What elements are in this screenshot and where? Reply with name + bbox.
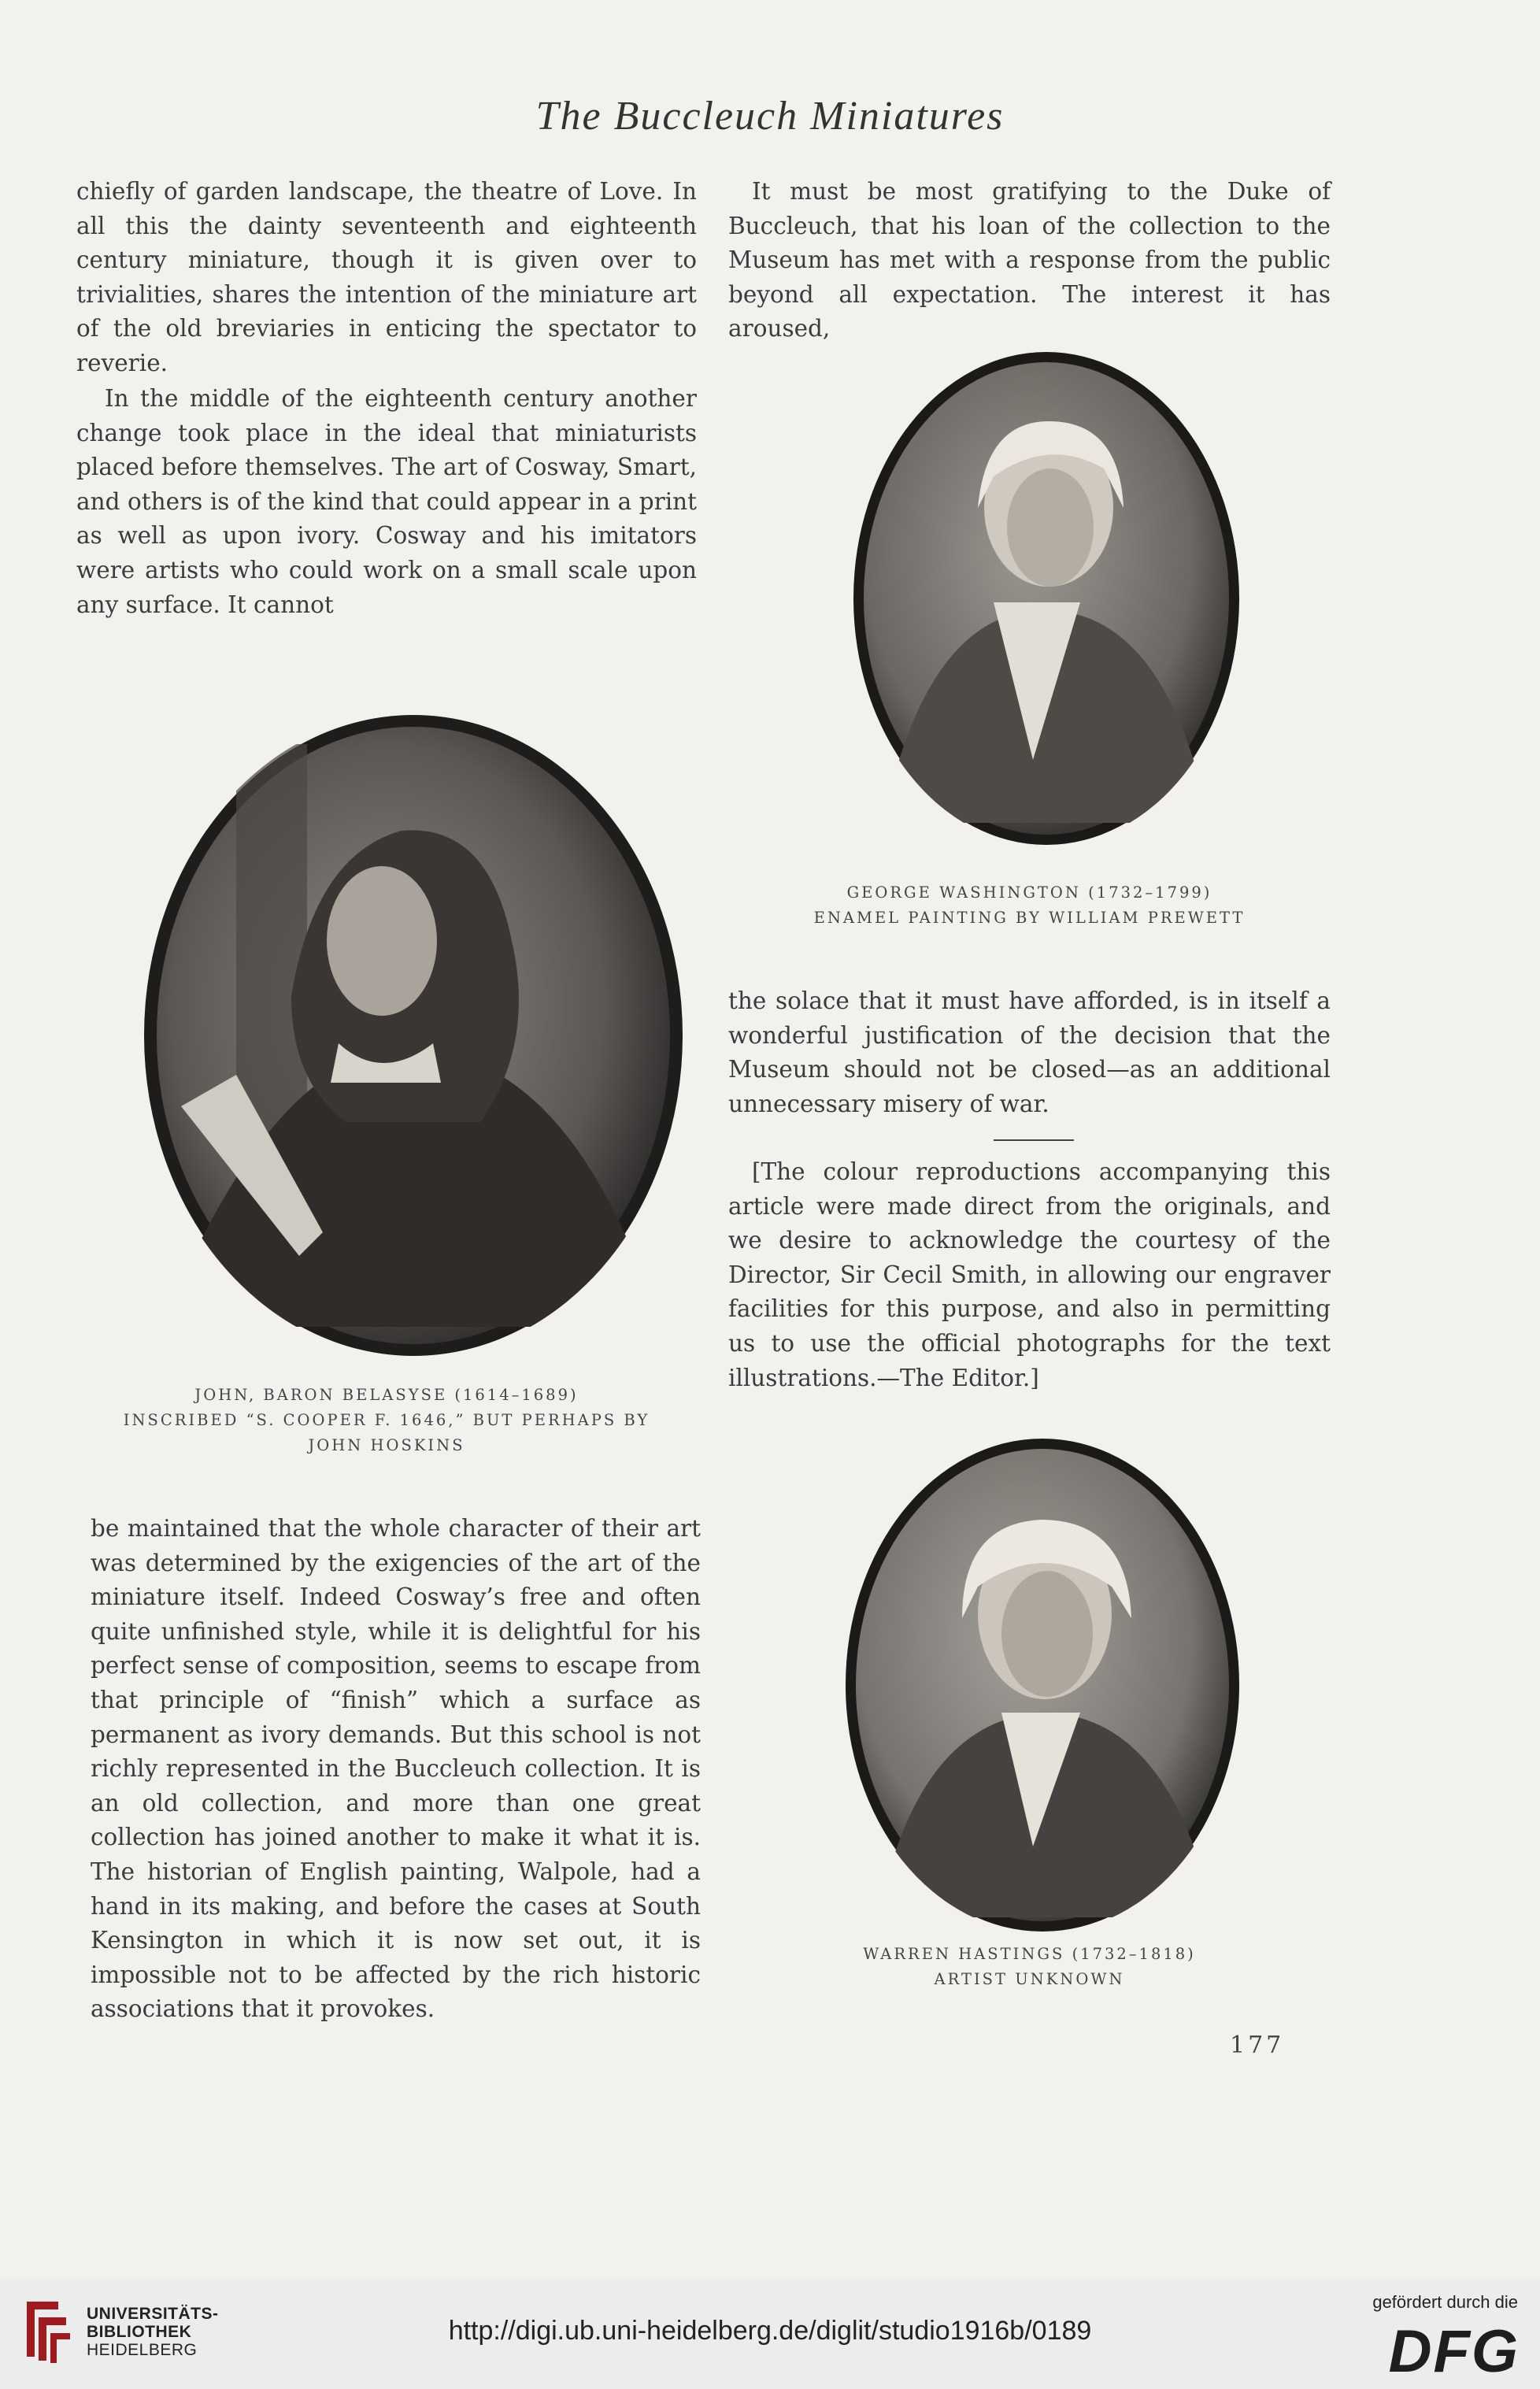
caption-belasyse	[76, 1383, 697, 1458]
running-head: The Buccleuch Miniatures	[535, 94, 1005, 139]
left-paragraph-3: be maintained that the whole character of their art was determined by the exigencies of the art of the miniature itself. Indeed Cosway’s free and often quite unfinished style, while it is delightful for his perfect sense of composition, seems to escape from that principle of “finish” which a surface as permanent as ivory demands. But this school is not richly represented in the Buccleuch collection. It is an old collection, and more than one great collection has joined another to make it what it is. The historian of English painting, Walpole, had a hand in its making, and before the cases at South Kensington in which it is now set out, it is impossible not to be affected by the rich historic associations that it provokes.	[91, 1515, 701, 2023]
caption-washington-line2: ENAMEL PAINTING BY WILLIAM PREWETT	[813, 909, 1246, 927]
right-paragraph-1: It must be most gratifying to the Duke of Buccleuch, that his loan of the collection to the Museum has met with a response from the public beyond all expectation. The interest it has aroused,	[728, 178, 1331, 343]
caption-belasyse-line1: JOHN, BARON BELASYSE (1614–1689)	[194, 1386, 579, 1404]
left-paragraph-2: In the middle of the eighteenth century another change took place in the ideal that miniaturists placed before themselves. The art of Cosway, Smart, and others is of the kind that could appear in a print as well as upon ivory. Cosway and his imitators were artists who could work on a small scale upon any surface. It cannot	[76, 385, 697, 618]
library-name-line1: UNIVERSITÄTS-	[87, 2305, 219, 2323]
caption-hastings-line2: ARTIST UNKNOWN	[934, 1970, 1125, 1988]
funded-by-text: gefördert durch die	[1372, 2292, 1518, 2312]
caption-belasyse-line3: JOHN HOSKINS	[308, 1436, 465, 1454]
caption-belasyse-line2: INSCRIBED “S. COOPER F. 1646,” BUT PERHAPS BY	[123, 1411, 650, 1429]
page-number: 177	[1230, 2032, 1285, 2059]
library-name-line3: HEIDELBERG	[87, 2341, 198, 2359]
caption-hastings	[728, 1942, 1331, 1992]
caption-washington-line1: GEORGE WASHINGTON (1732–1799)	[846, 883, 1212, 902]
portrait-washington	[852, 350, 1242, 846]
library-name-line2: BIBLIOTHEK	[87, 2323, 192, 2341]
divider-rule	[994, 1139, 1074, 1141]
caption-hastings-line1: WARREN HASTINGS (1732–1818)	[863, 1945, 1196, 1963]
footer-bar	[0, 2278, 1540, 2389]
portrait-belasyse	[142, 713, 685, 1358]
caption-washington	[728, 880, 1331, 931]
right-paragraph-2: the solace that it must have afforded, is in itself a wonderful justification of the decision that the Museum should not be closed—as an additional unnecessary misery of war.	[728, 987, 1331, 1117]
editor-note: [The colour reproductions accompanying this article were made direct from the originals, and we desire to acknowledge the courtesy of the Director, Sir Cecil Smith, in allowing our engraver facilities for this purpose, and also in permitting us to use the official photographs for the text illustrations.—The Editor.]	[728, 1158, 1331, 1391]
dfg-logo: DFG	[1388, 2318, 1520, 2385]
portrait-hastings	[844, 1437, 1242, 1933]
left-paragraph-1: chiefly of garden landscape, the theatre of Love. In all this the dainty seventeenth and eighteenth century miniature, though it is given over to trivialities, shares the intention of the miniature art of the old breviaries in enticing the spectator to reverie.	[76, 178, 697, 376]
source-url-link[interactable]: http://digi.ub.uni-heidelberg.de/diglit/studio1916b/0189	[448, 2316, 1092, 2346]
